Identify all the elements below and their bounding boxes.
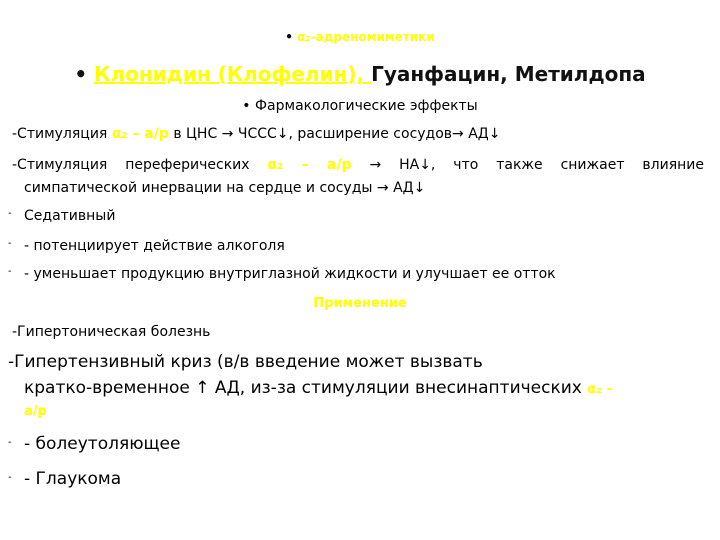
app-crisis-receptor-cont: а/р [24,404,47,419]
heading-main-underlined: Клонидин (Клофелин), [94,62,372,86]
bullet: • [285,30,293,44]
app-glaucoma: - Глаукома [24,469,122,489]
dash-marker: - [8,238,12,249]
app-pain: - болеутоляющее [24,434,181,454]
application-title: Применение [313,296,407,311]
receptor-label: α₂ – а/р [111,126,169,142]
effect-line-2-a: -Стимуляция переферических [12,157,268,173]
heading-small [0,30,720,44]
receptor-label: α₂ – [587,382,613,397]
heading-small-text: α₂-адреномиметики [297,30,435,44]
bullet: • [74,62,88,86]
effect-line-1-a: -Стимуляция [12,126,112,142]
effect-line-1 [12,126,500,142]
app-hypertension: -Гипертоническая болезнь [12,324,211,340]
heading-main [0,62,720,86]
app-crisis-line-2-text: кратко-временное ↑ АД, из-за стимуляции внесинаптических [24,378,588,398]
effect-alcohol: - потенциирует действие алкоголя [24,238,285,254]
effect-line-2-b: → НА↓, что также снижает влияние [351,157,704,173]
app-crisis-line-2 [24,378,613,398]
bullet: • [242,98,251,114]
subheading-text: Фармакологические эффекты [254,98,478,114]
effect-line-2 [12,157,704,173]
dash-marker: - [8,437,12,448]
dash-marker: - [8,266,12,277]
heading-main-rest: Гуанфацин, Метилдопа [371,62,646,86]
subheading [0,98,720,114]
effect-eye: - уменьшает продукцию внутриглазной жидкости и улучшает ее отток [24,266,556,282]
app-crisis-line-1: -Гипертензивный криз (в/в введение может вызвать [8,352,483,372]
dash-marker: - [8,208,12,219]
receptor-label: α₂ – а/р [267,157,352,173]
dash-marker: - [8,472,12,483]
effect-line-2-cont: симпатической инервации на сердце и сосуды → АД↓ [24,180,426,196]
effect-sedative: Седативный [24,208,116,224]
effect-line-1-b: в ЦНС → ЧССС↓, расширение сосудов→ АД↓ [168,126,501,142]
